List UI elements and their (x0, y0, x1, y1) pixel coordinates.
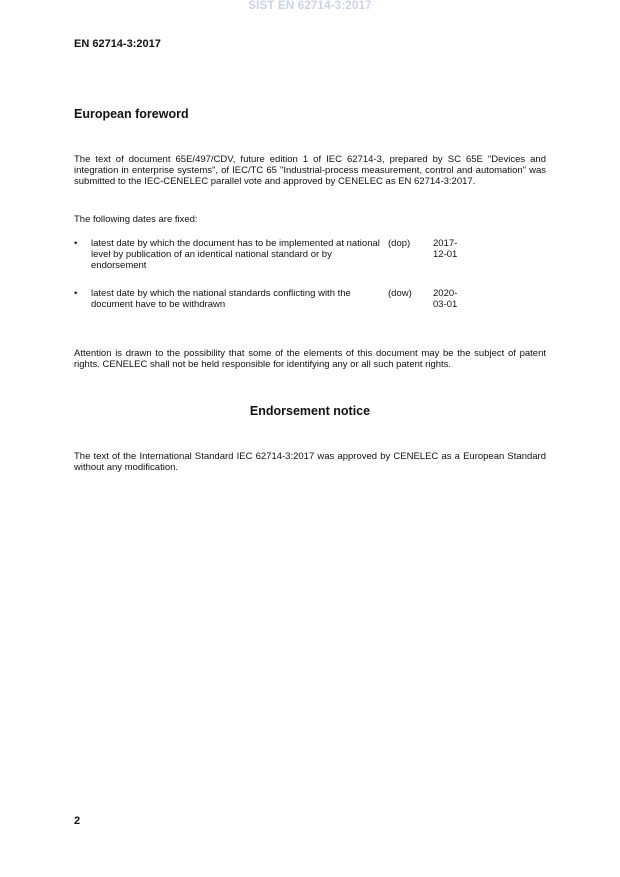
date-item-code: (dop) (388, 238, 411, 249)
endorsement-paragraph: The text of the International Standard IEC 62714-3:2017 was approved by CENELEC as a European Standard without any modification. (74, 451, 546, 473)
bullet-icon: • (74, 238, 78, 249)
date-item-date: 2020-03-01 (433, 288, 458, 310)
dates-intro: The following dates are fixed: (74, 214, 198, 225)
date-item-text: latest date by which the national standards conflicting with the document have to be withdrawn (91, 288, 351, 310)
foreword-paragraph: The text of document 65E/497/CDV, future edition 1 of IEC 62714-3, prepared by SC 65E "Devices and integration in enterprise systems", of IEC/TC 65 "Industrial-process measurement, control and automation" was submitted to the IEC-CENELEC parallel vote and approved by CENELEC as EN 62714-3:2017. (74, 154, 546, 187)
foreword-heading: European foreword (74, 107, 189, 121)
page-number: 2 (74, 815, 81, 827)
date-item-date: 2017-12-01 (433, 238, 458, 260)
date-item-text: latest date by which the document has to be implemented at national level by publication of an identical national standard or by endorsement (91, 238, 380, 271)
endorsement-heading: Endorsement notice (249, 404, 371, 418)
date-item-code: (dow) (388, 288, 412, 299)
attention-paragraph: Attention is drawn to the possibility that some of the elements of this document may be the subject of patent rights. CENELEC shall not be held responsible for identifying any or all such patent rights. (74, 348, 546, 370)
watermark: SIST EN 62714-3:2017 (248, 0, 372, 12)
bullet-icon: • (74, 288, 78, 299)
document-id: EN 62714-3:2017 (74, 38, 161, 50)
